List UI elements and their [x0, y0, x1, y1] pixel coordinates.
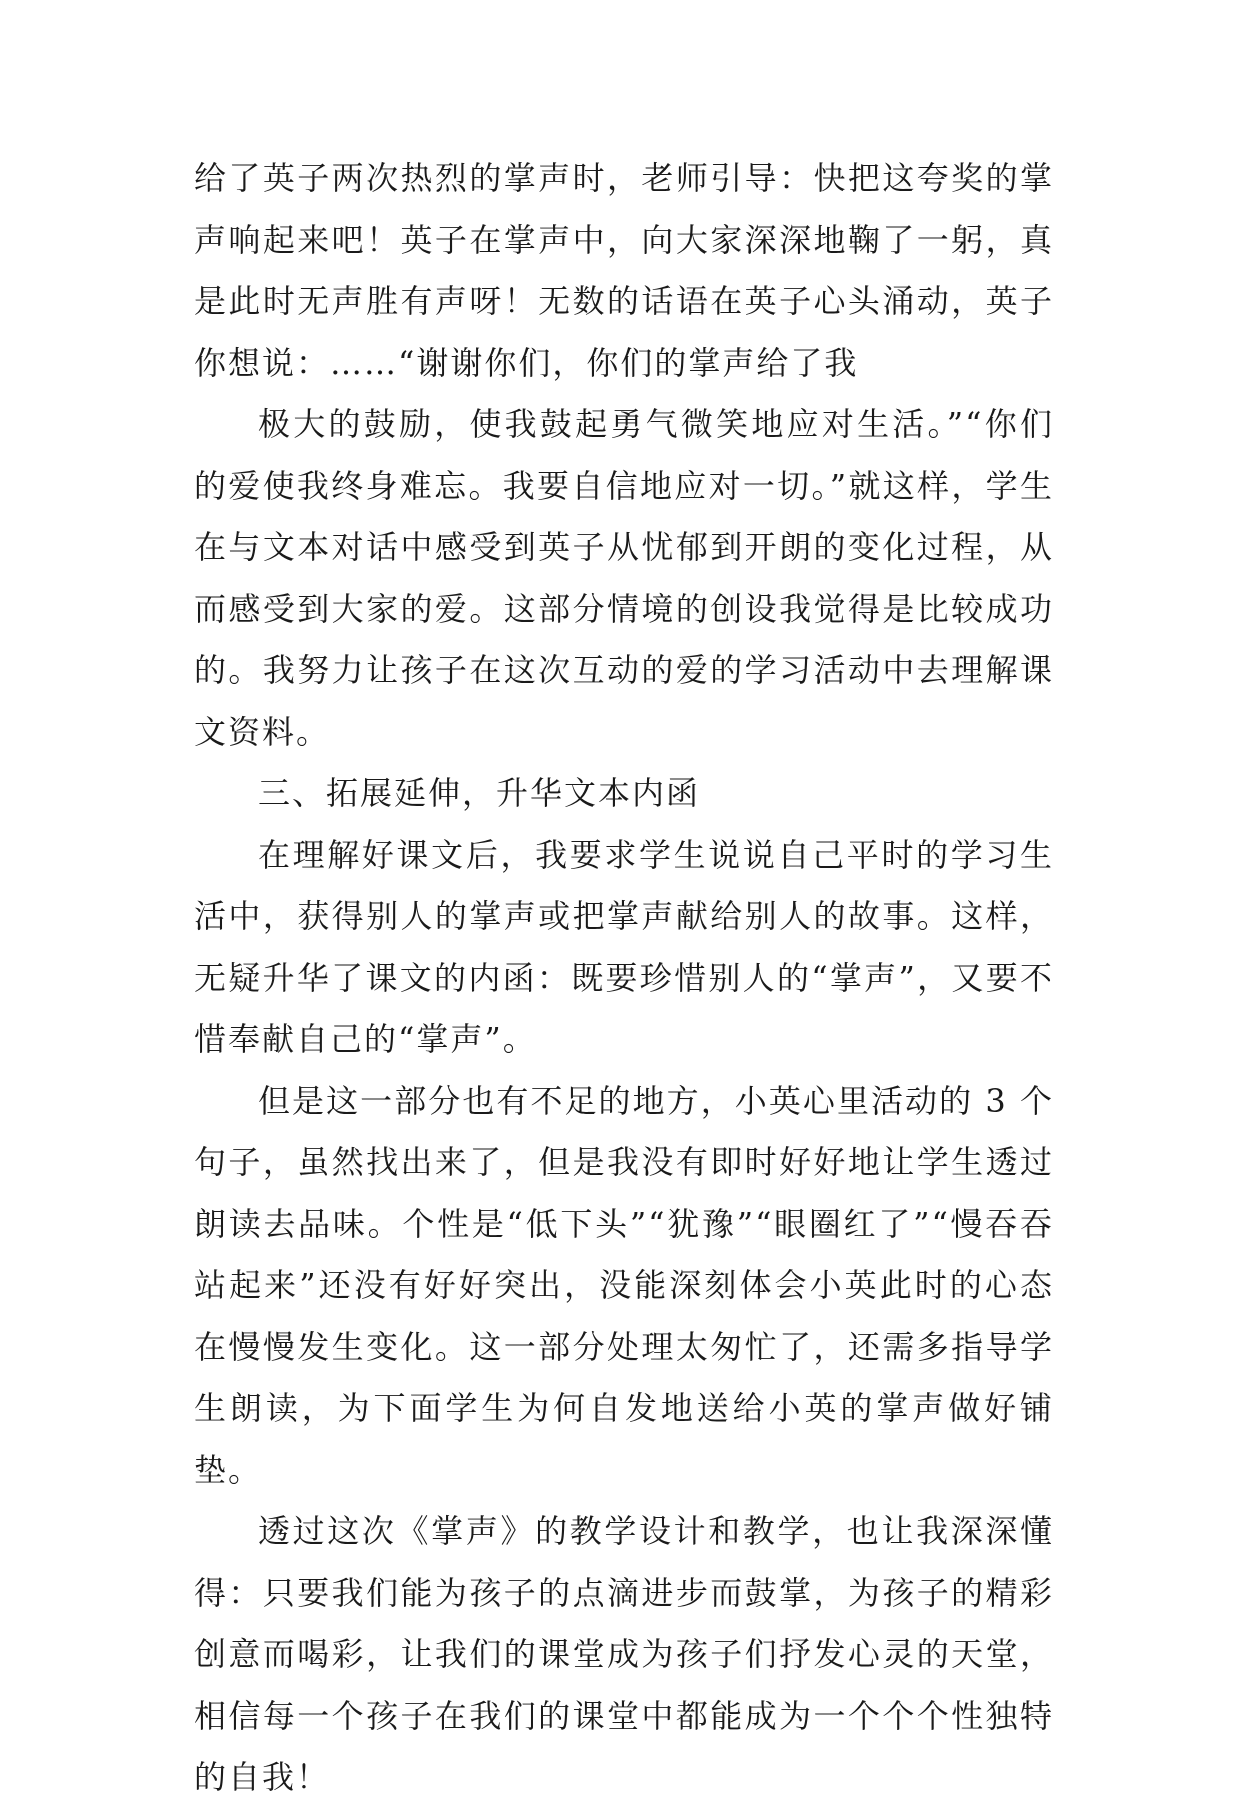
- paragraph-5: 透过这次《掌声》的教学设计和教学，也让我深深懂得：只要我们能为孩子的点滴进步而鼓掌，为孩子的精彩创意而喝彩，让我们的课堂成为孩子们抒发心灵的天堂，相信每一个孩子在我们的课堂中都能成为一个个个性独特的自我！: [194, 1512, 1054, 1796]
- paragraph-2: 极大的鼓励，使我鼓起勇气微笑地应对生活。”“你们的爱使我终身难忘。我要自信地应对一切。”就这样，学生在与文本对话中感受到英子从忧郁到开朗的变化过程，从而感受到大家的爱。这部分情境的创设我觉得是比较成功的。我努力让孩子在这次互动的爱的学习活动中去理解课文资料。: [194, 405, 1054, 751]
- paragraph-4: 但是这一部分也有不足的地方，小英心里活动的 3 个句子，虽然找出来了，但是我没有即时好好地让学生透过朗读去品味。个性是“低下头”“犹豫”“眼圈红了”“慢吞吞站起来”还没有好好突出，没能深刻体会小英此时的心态在慢慢发生变化。这一部分处理太匆忙了，还需多指导学生朗读，为下面学生为何自发地送给小英的掌声做好铺垫。: [194, 1081, 1054, 1489]
- section-heading: 三、拓展延伸，升华文本内函: [258, 774, 701, 812]
- paragraph-1: 给了英子两次热烈的掌声时，老师引导：快把这夸奖的掌声响起来吧！英子在掌声中，向大家深深地鞠了一躬，真是此时无声胜有声呀！无数的话语在英子心头涌动，英子你想说：……“谢谢你们，你们的掌声给了我: [194, 159, 1054, 382]
- paragraph-3: 在理解好课文后，我要求学生说说自己平时的学习生活中，获得别人的掌声或把掌声献给别人的故事。这样，无疑升华了课文的内函：既要珍惜别人的“掌声”，又要不惜奉献自己的“掌声”。: [194, 835, 1054, 1058]
- document-body: [194, 148, 1054, 1809]
